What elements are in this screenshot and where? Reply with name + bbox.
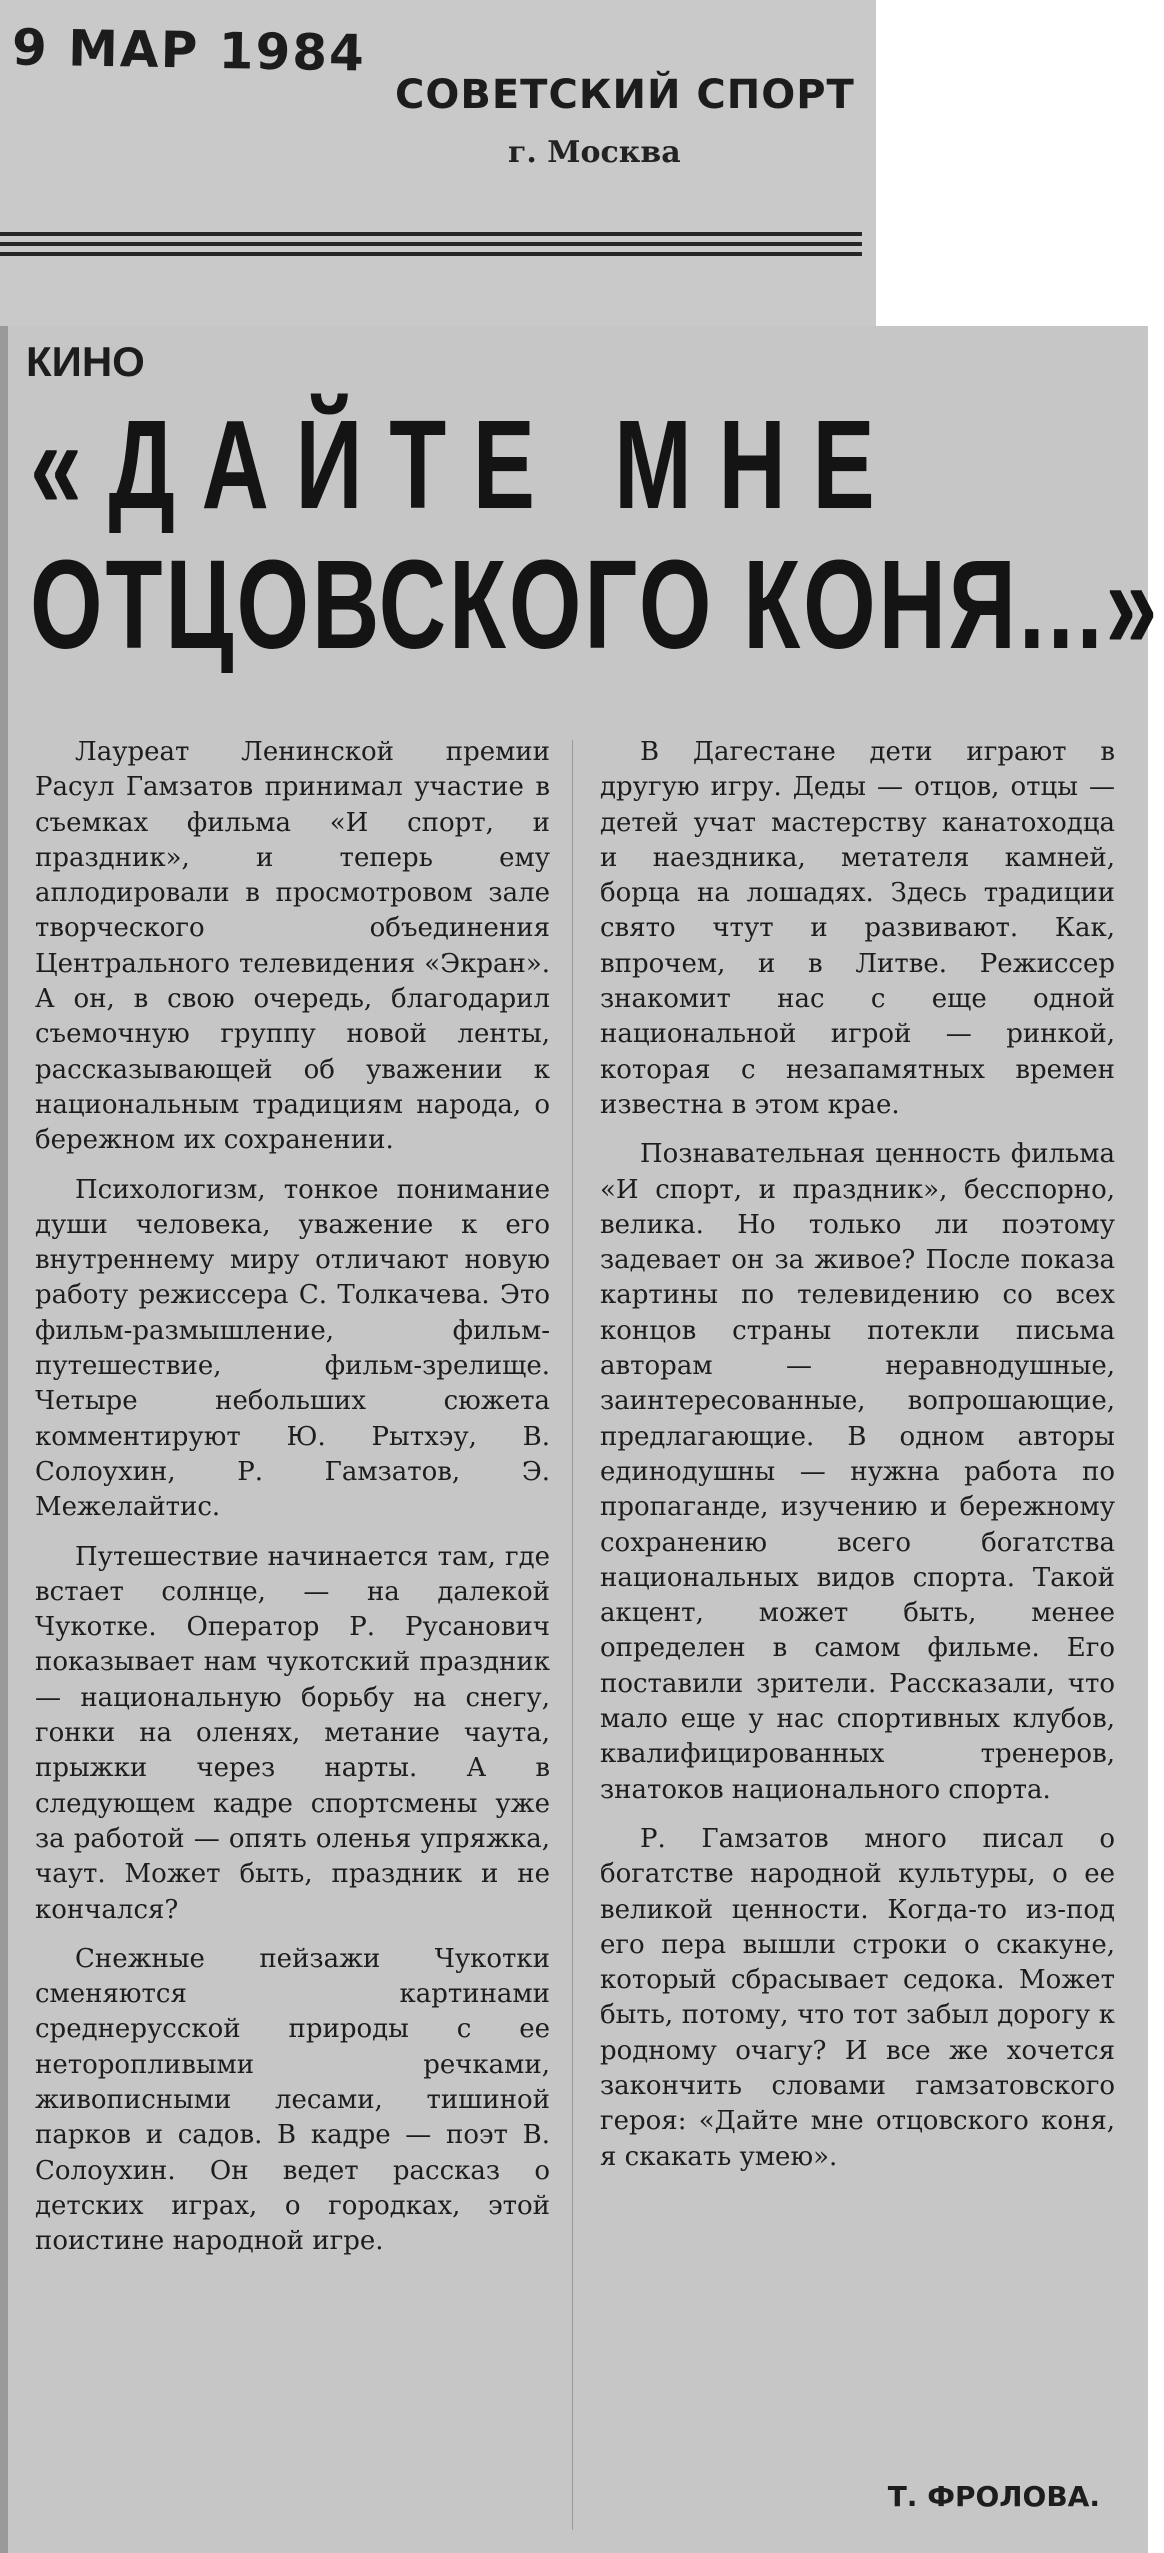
author-signature: Т. ФРОЛОВА. — [887, 2480, 1100, 2513]
headline-line-1: «ДАЙТЕ МНЕ — [30, 394, 902, 535]
column-divider — [572, 740, 573, 2530]
rubric-label: КИНО — [26, 338, 145, 385]
paragraph: Путешествие начинается там, где встает солнце, — на далекой Чукотке. Оператор Р. Русанович показывает нам чукотский праздник — национальную борьбу на снегу, гонки на оленях, метание чаута, прыжки через нарты. А в следующем кадре спортсмены уже за работой — опять оленья упряжка, чаут. Может быть, праздник и не кончался? — [35, 1541, 550, 1925]
clipping-edge-shadow — [0, 326, 8, 2553]
headline — [30, 394, 1161, 675]
paragraph: Р. Гамзатов много писал о богатстве народной культуры, о ее великой ценности. Когда-то из-под его пера вышли строки о скакуне, который сбрасывает седока. Может быть, потому, что тот забыл дорогу к родному очагу? И все же хочется закончить словами гамзатовского героя: «Дайте мне отцовского коня, я скакать умею». — [600, 1823, 1115, 2172]
date-stamp: 9 МАР 1984 — [11, 18, 367, 83]
paragraph: В Дагестане дети играют в другую игру. Деды — отцов, отцы — детей учат мастерству канатоходца и наездника, метателя камней, борца на лошадях. Здесь традиции свято чтут и развивают. Как, впрочем, и в Литве. Режиссер знакомит нас с еще одной национальной игрой — ринкой, которая с незапамятных времен известна в этом крае. — [600, 737, 1115, 1120]
article-column-right — [600, 735, 1115, 2189]
masthead-rules — [0, 232, 862, 262]
newspaper-name-stamp: СОВЕТСКИЙ СПОРТ — [395, 72, 855, 118]
article-column-left — [35, 735, 550, 2273]
paragraph: Психологизм, тонкое понимание души человека, уважение к его внутреннему миру отличают новую работу режиссера С. Толкачева. Это фильм-размышление, фильм-путешествие, фильм-зрелище. Четыре небольших сюжета комментируют Ю. Рытхэу, В. Солоухин, Р. Гамзатов, Э. Межелайтис. — [35, 1174, 550, 1523]
headline-line-2: ОТЦОВСКОГО КОНЯ...» — [30, 534, 1161, 675]
paragraph: Познавательная ценность фильма «И спорт, и праздник», бесспорно, велика. Но только ли поэтому задевает он за живое? После показа картины по телевидению со всех концов страны потекли письма авторам — неравнодушные, заинтересованные, вопрошающие, предлагающие. В одном авторы единодушны — нужна работа по пропаганде, изучению и бережному сохранению всего богатства национальных видов спорта. Такой акцент, может быть, менее определен в самом фильме. Его поставили зрители. Рассказали, что мало еще у нас спортивных клубов, квалифицированных тренеров, знатоков национального спорта. — [600, 1139, 1115, 1805]
city-stamp: г. Москва — [508, 135, 681, 170]
paragraph: Лауреат Ленинской премии Расул Гамзатов принимал участие в съемках фильма «И спорт, и праздник», и теперь ему аплодировали в просмотровом зале творческого объединения Центрального телевидения «Экран». А он, в свою очередь, благодарил съемочную группу новой ленты, рассказывающей об уважении к национальным традициям народа, о бережном их сохранении. — [35, 737, 550, 1156]
paragraph: Снежные пейзажи Чукотки сменяются картинами среднерусской природы с ее неторопливыми речками, живописными лесами, тишиной парков и садов. В кадре — поэт В. Солоухин. Он ведет рассказ о детских играх, о городках, этой поистине народной игре. — [35, 1943, 550, 2257]
